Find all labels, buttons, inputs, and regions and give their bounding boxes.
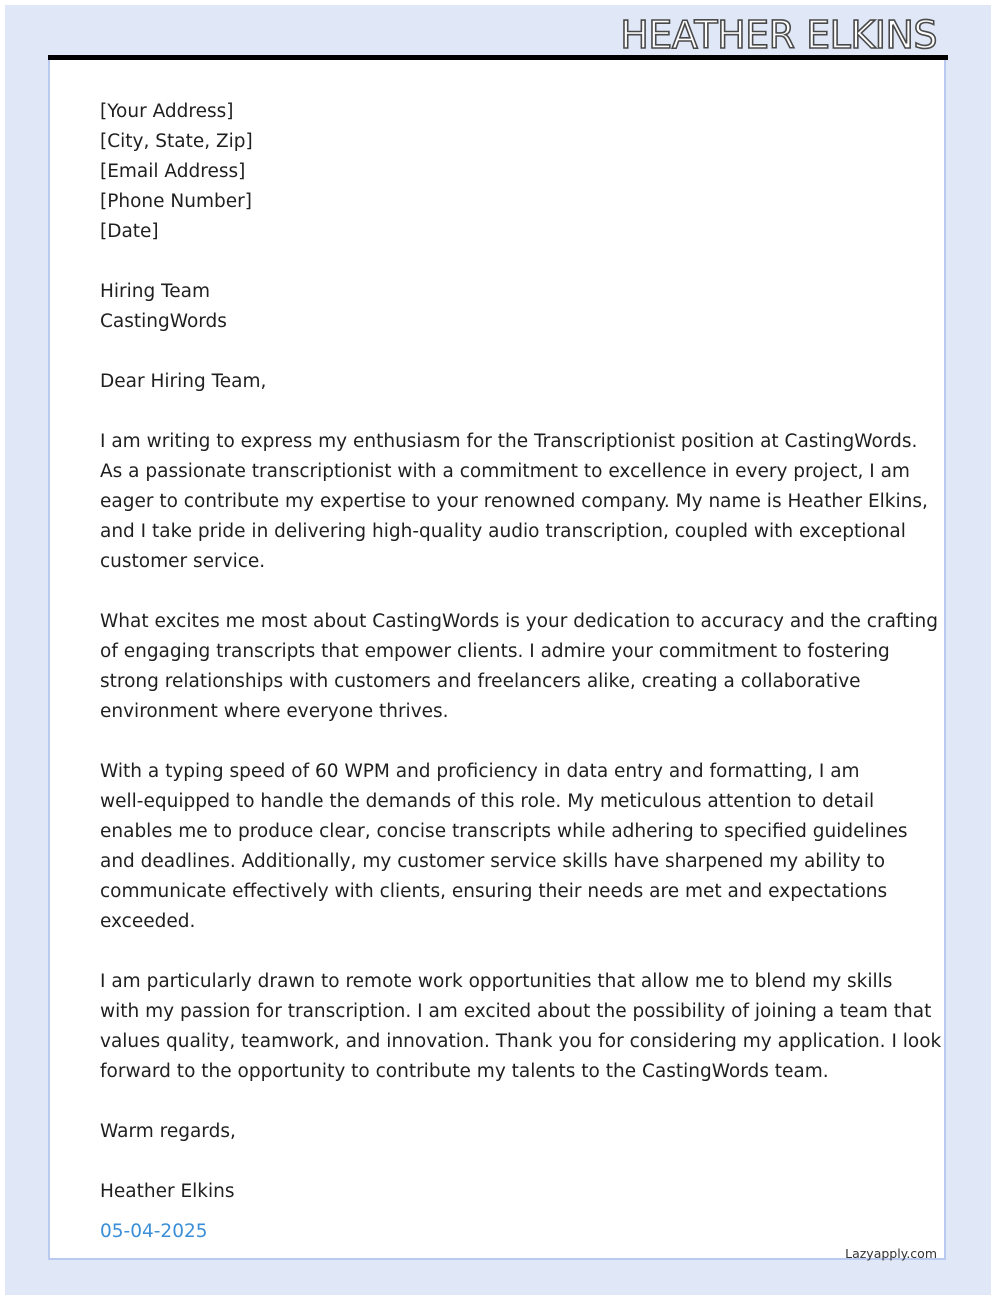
paragraph-line: I am writing to express my enthusiasm for the Transcriptionist position at CastingWords. bbox=[100, 431, 918, 452]
sender-city-state-zip: [City, State, Zip] bbox=[100, 131, 253, 152]
header-name: HEATHER ELKINS bbox=[620, 13, 937, 57]
paragraph-line: forward to the opportunity to contribute my talents to the CastingWords team. bbox=[100, 1061, 829, 1082]
paragraph-3 bbox=[100, 757, 908, 937]
letter-body bbox=[100, 97, 942, 1247]
paragraph-line: With a typing speed of 60 WPM and proficiency in data entry and formatting, I am bbox=[100, 761, 860, 782]
paragraph-line: with my passion for transcription. I am excited about the possibility of joining a team that bbox=[100, 1001, 932, 1022]
footer-date: 05-04-2025 bbox=[100, 1221, 208, 1242]
paragraph-line: As a passionate transcriptionist with a commitment to excellence in every project, I am bbox=[100, 461, 910, 482]
sender-date: [Date] bbox=[100, 221, 159, 242]
paragraph-line: of engaging transcripts that empower clients. I admire your commitment to fostering bbox=[100, 641, 890, 662]
paragraph-line: strong relationships with customers and freelancers alike, creating a collaborative bbox=[100, 671, 861, 692]
paragraph-line: well-equipped to handle the demands of this role. My meticulous attention to detail bbox=[100, 791, 875, 812]
paragraph-line: exceeded. bbox=[100, 911, 196, 932]
paragraph-line: and deadlines. Additionally, my customer service skills have sharpened my ability to bbox=[100, 851, 886, 872]
paragraph-line: environment where everyone thrives. bbox=[100, 701, 449, 722]
paragraph-line: and I take pride in delivering high-quality audio transcription, coupled with exceptional bbox=[100, 521, 906, 542]
paragraph-2 bbox=[100, 607, 938, 727]
paragraph-line: I am particularly drawn to remote work opportunities that allow me to blend my skills bbox=[100, 971, 893, 992]
sender-email: [Email Address] bbox=[100, 161, 246, 182]
signature: Heather Elkins bbox=[100, 1181, 235, 1202]
sender-address: [Your Address] bbox=[100, 101, 234, 122]
paragraph-line: customer service. bbox=[100, 551, 266, 572]
paragraph-line: enables me to produce clear, concise transcripts while adhering to specified guidelines bbox=[100, 821, 908, 842]
paragraph-4 bbox=[100, 967, 942, 1087]
sender-block bbox=[100, 97, 900, 247]
recipient-company: CastingWords bbox=[100, 311, 227, 332]
recipient-block bbox=[100, 277, 900, 337]
recipient-team: Hiring Team bbox=[100, 281, 211, 302]
paragraph-line: What excites me most about CastingWords is your dedication to accuracy and the crafting bbox=[100, 611, 938, 632]
paragraph-line: communicate effectively with clients, ensuring their needs are met and expectations bbox=[100, 881, 888, 902]
closing: Warm regards, bbox=[100, 1121, 236, 1142]
paragraph-line: eager to contribute my expertise to your renowned company. My name is Heather Elkins, bbox=[100, 491, 928, 512]
watermark: Lazyapply.com bbox=[845, 1246, 937, 1261]
salutation: Dear Hiring Team, bbox=[100, 371, 267, 392]
sender-phone: [Phone Number] bbox=[100, 191, 252, 212]
paragraph-line: values quality, teamwork, and innovation. Thank you for considering my application. I look bbox=[100, 1031, 942, 1052]
paragraph-1 bbox=[100, 427, 928, 577]
